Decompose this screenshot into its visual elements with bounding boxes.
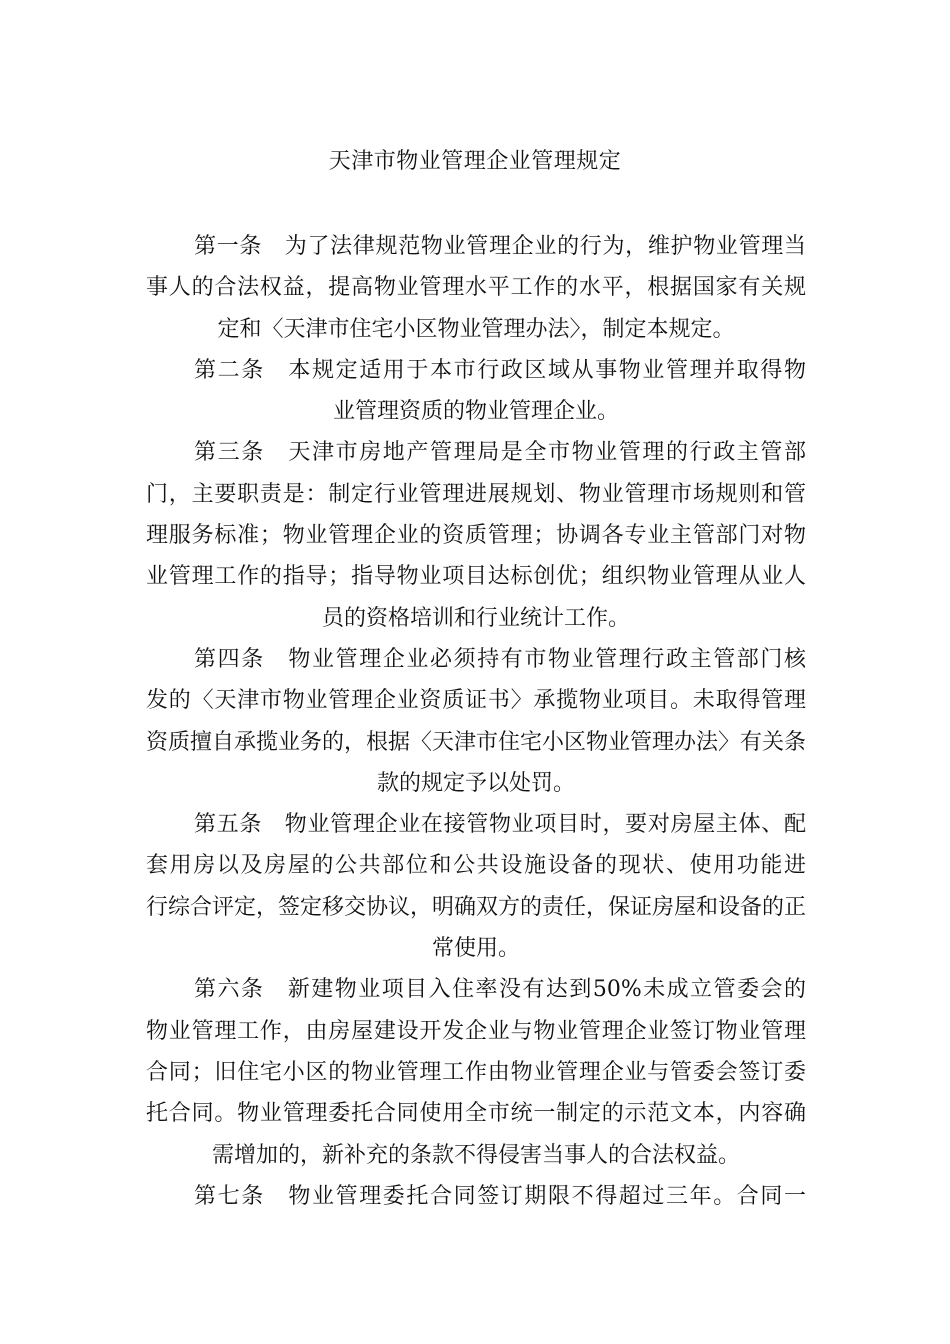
paragraph-line: 物业管理工作，由房屋建设开发企业与物业管理企业签订物业管理 xyxy=(146,1018,806,1044)
paragraph-line: 第三条 天津市房地产管理局是全市物业管理的行政主管部 xyxy=(194,440,806,466)
paragraph-line: 门，主要职责是：制定行业管理进展规划、物业管理市场规则和管 xyxy=(146,481,806,507)
paragraph-line: 合同；旧住宅小区的物业管理工作由物业管理企业与管委会签订委 xyxy=(146,1059,806,1085)
paragraph-line: 第四条 物业管理企业必须持有市物业管理行政主管部门核 xyxy=(194,646,806,672)
paragraph-line: 业管理资质的物业管理企业。 xyxy=(332,399,619,425)
paragraph-line: 员的资格培训和行业统计工作。 xyxy=(321,605,630,631)
paragraph-line: 款的规定予以处罚。 xyxy=(376,770,575,796)
paragraph-line: 第二条 本规定适用于本市行政区域从事物业管理并取得物 xyxy=(194,357,806,383)
paragraph-line: 发的〈天津市物业管理企业资质证书〉承揽物业项目。未取得管理 xyxy=(146,688,806,714)
document-body xyxy=(146,226,806,1217)
paragraph-line: 行综合评定，签定移交协议，明确双方的责任，保证房屋和设备的正 xyxy=(146,894,807,920)
paragraph-line: 需增加的，新补充的条款不得侵害当事人的合法权益。 xyxy=(211,1142,740,1168)
paragraph-line: 第六条 新建物业项目入住率没有达到50%未成立管委会的 xyxy=(194,977,806,1003)
paragraph-line: 理服务标准；物业管理企业的资质管理；协调各专业主管部门对物 xyxy=(146,523,806,549)
paragraph-line: 第五条 物业管理企业在接管物业项目时，要对房屋主体、配 xyxy=(194,812,806,838)
paragraph-line: 套用房以及房屋的公共部位和公共设施设备的现状、使用功能进 xyxy=(146,853,806,879)
paragraph-line: 定和〈天津市住宅小区物业管理办法〉，制定本规定。 xyxy=(217,316,735,342)
paragraph-line: 事人的合法权益，提高物业管理水平工作的水平，根据国家有关规 xyxy=(146,275,806,301)
paragraph-line: 业管理工作的指导；指导物业项目达标创优；组织物业管理从业人 xyxy=(146,564,806,590)
paragraph-line: 资质擅自承揽业务的，根据〈天津市住宅小区物业管理办法〉有关条 xyxy=(146,729,807,755)
paragraph-line: 第七条 物业管理委托合同签订期限不得超过三年。合同一 xyxy=(194,1183,806,1209)
document-title: 天津市物业管理企业管理规定 xyxy=(328,149,622,174)
paragraph-line: 第一条 为了法律规范物业管理企业的行为，维护物业管理当 xyxy=(194,234,806,259)
paragraph-line: 托合同。物业管理委托合同使用全市统一制定的示范文本，内容确 xyxy=(146,1101,806,1127)
paragraph-line: 常使用。 xyxy=(431,936,520,962)
